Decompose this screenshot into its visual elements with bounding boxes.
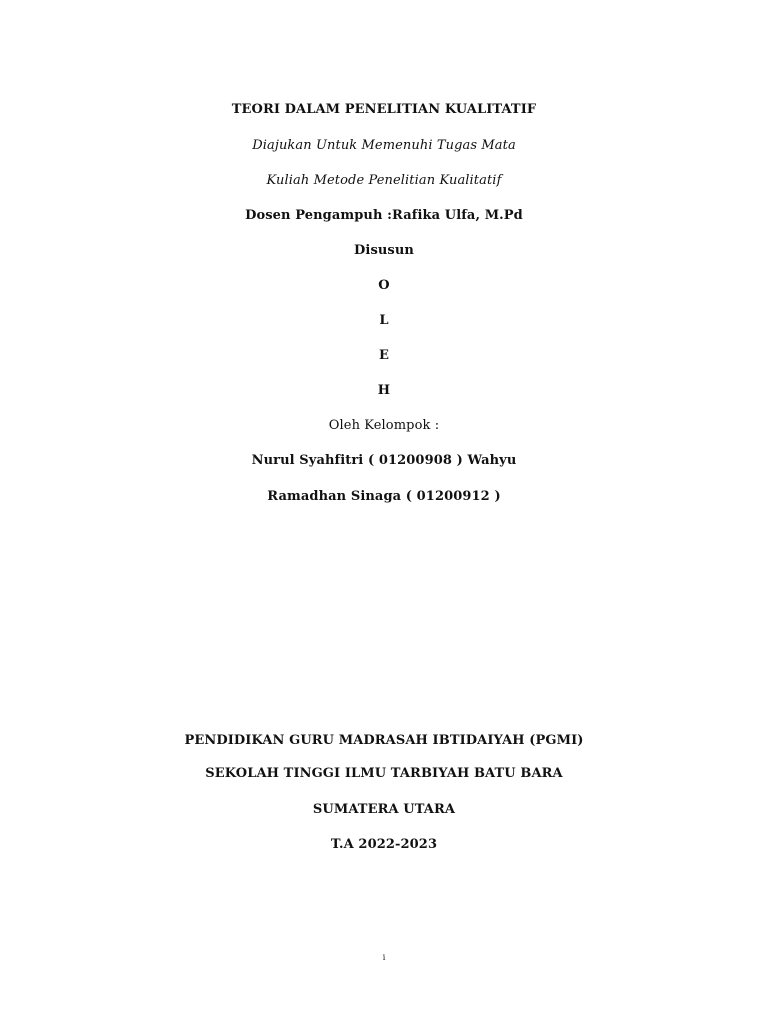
oleh-letter-h: H [377,383,391,398]
document-title: TEORI DALAM PENELITIAN KUALITATIF [231,102,537,117]
subtitle-line-1: Diajukan Untuk Memenuhi Tugas Mata [252,138,516,153]
group-label: Oleh Kelompok : [328,418,440,433]
subtitle-line-2: Kuliah Metode Penelitian Kualitatif [266,173,502,188]
oleh-letter-l: L [379,313,389,328]
institution-line: SEKOLAH TINGGI ILMU TARBIYAH BATU BARA [205,766,563,781]
members-line-1: Nurul Syahfitri ( 01200908 ) Wahyu [251,453,517,468]
lecturer-line: Dosen Pengampuh :Rafika Ulfa, M.Pd [245,208,523,223]
program-line: PENDIDIKAN GURU MADRASAH IBTIDAIYAH (PGMI) [184,733,584,748]
page-number: i [382,953,386,962]
compiled-label: Disusun [354,243,414,258]
academic-year-line: T.A 2022-2023 [330,837,438,852]
region-line: SUMATERA UTARA [312,802,456,817]
oleh-letter-o: O [378,278,390,293]
oleh-letter-e: E [378,348,389,363]
members-line-2: Ramadhan Sinaga ( 01200912 ) [267,489,501,504]
